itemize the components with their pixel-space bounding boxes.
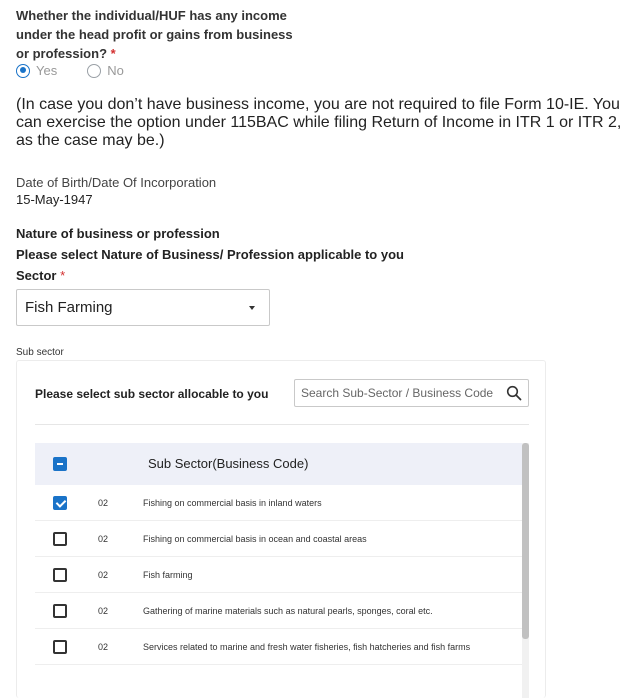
radio-yes-circle-icon[interactable] (16, 64, 30, 78)
table-row[interactable] (35, 557, 523, 593)
row-description: Fishing on commercial basis in ocean and coastal areas (143, 534, 367, 544)
table-row[interactable] (35, 629, 523, 665)
radio-no-label: No (107, 63, 124, 78)
row-description: Gathering of marine materials such as natural pearls, sponges, coral etc. (143, 606, 433, 616)
business-income-radio-group (16, 63, 154, 78)
sub-sector-search-input[interactable] (301, 386, 506, 400)
row-checkbox[interactable] (53, 532, 67, 546)
column-title: Sub Sector(Business Code) (148, 456, 309, 471)
sector-label (16, 268, 65, 283)
caret-down-icon (249, 306, 255, 310)
row-description: Fishing on commercial basis in inland waters (143, 498, 322, 508)
sector-selected-value: Fish Farming (25, 299, 113, 316)
row-code: 02 (98, 534, 109, 544)
panel-divider (35, 424, 529, 425)
sub-sector-search[interactable] (294, 379, 529, 407)
row-code: 02 (98, 570, 109, 580)
sub-sector-label: Sub sector (16, 347, 64, 358)
row-description: Services related to marine and fresh water fisheries, fish hatcheries and fish farms (143, 642, 471, 652)
required-mark: * (110, 46, 116, 61)
table-row[interactable] (35, 593, 523, 629)
sector-required-mark: * (60, 268, 66, 283)
row-checkbox[interactable] (53, 568, 67, 582)
nature-of-business-heading: Nature of business or profession (16, 226, 220, 241)
table-row[interactable] (35, 485, 523, 521)
row-checkbox[interactable] (53, 604, 67, 618)
business-income-question (16, 6, 296, 63)
sub-sector-panel (16, 360, 546, 698)
table-scrollbar[interactable] (522, 443, 529, 698)
sector-label-text: Sector (16, 268, 57, 283)
radio-yes-label: Yes (36, 63, 58, 78)
radio-no[interactable] (87, 63, 124, 78)
row-code: 02 (98, 606, 109, 616)
radio-yes[interactable] (16, 63, 57, 78)
radio-no-circle-icon[interactable] (87, 64, 101, 78)
sub-sector-prompt: Please select sub sector allocable to you (35, 387, 269, 401)
dob-value: 15-May-1947 (16, 192, 93, 207)
form-10ie-note: (In case you don’t have business income, you are not required to file Form 10-IE. You can exercise the option under 115BAC while filing Return of Income in ITR 1 or ITR 2, as the case may be.) (16, 96, 622, 149)
table-row[interactable] (35, 521, 523, 557)
select-all-checkbox[interactable] (53, 457, 67, 471)
dob-label: Date of Birth/Date Of Incorporation (16, 175, 217, 190)
sector-select[interactable] (16, 289, 270, 326)
scrollbar-thumb[interactable] (522, 443, 529, 639)
row-checkbox[interactable] (53, 640, 67, 654)
question-text: Whether the individual/HUF has any income under the head profit or gains from business or profession? (16, 8, 293, 61)
row-code: 02 (98, 498, 109, 508)
nature-of-business-instruction: Please select Nature of Business/ Profession applicable to you (16, 247, 404, 262)
row-code: 02 (98, 642, 109, 652)
table-header (35, 443, 523, 485)
sub-sector-table (35, 443, 523, 665)
row-description: Fish farming (143, 570, 193, 580)
search-icon[interactable] (506, 385, 522, 401)
row-checkbox[interactable] (53, 496, 67, 510)
